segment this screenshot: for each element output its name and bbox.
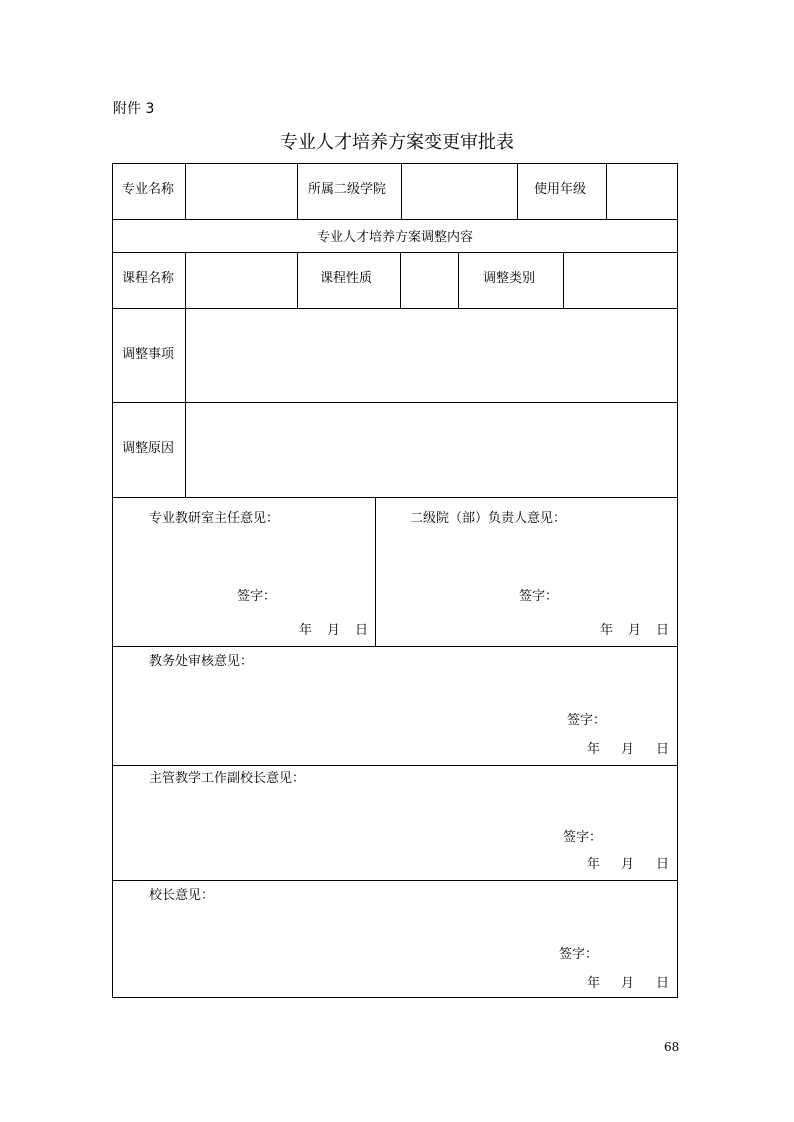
vice-principal-date-month: 月 [621,857,635,872]
course-nature-label: 课程性质 [320,270,373,286]
principal-date-year: 年 [587,976,601,991]
grade-label: 使用年级 [534,181,587,197]
row-divider [113,646,677,647]
director-signature-label: 签字： [237,589,277,604]
row-divider [113,765,677,766]
college-head-date-month: 月 [628,623,642,638]
approval-form [112,163,678,998]
adjust-type-field[interactable] [564,253,677,308]
vice-principal-date-year: 年 [587,857,601,872]
principal-signature-label: 签字： [559,947,599,962]
academic-affairs-signature-label: 签字： [567,713,607,728]
vice-principal-signature-label: 签字： [563,830,603,845]
director-date-month: 月 [327,623,341,638]
college-head-date-day: 日 [656,623,670,638]
page-number: 68 [664,1040,680,1054]
col-divider [297,252,298,308]
college-head-opinion-label: 二级院（部）负责人意见： [410,511,567,526]
principal-opinion-label: 校长意见： [149,888,215,903]
col-divider [517,164,518,219]
director-opinion-label: 专业教研室主任意见： [149,511,280,526]
col-divider [375,497,376,646]
academic-affairs-date-month: 月 [621,742,635,757]
college-label: 所属二级学院 [308,181,387,197]
principal-date-month: 月 [621,976,635,991]
grade-field[interactable] [607,164,677,219]
row-divider [113,880,677,881]
college-field[interactable] [402,164,516,219]
academic-affairs-opinion-label: 教务处审核意见： [149,654,254,669]
col-divider [297,164,298,219]
section-header: 专业人才培养方案调整内容 [316,229,473,245]
adjust-items-field[interactable] [186,309,677,402]
adjust-items-label: 调整事项 [122,346,175,362]
col-divider [458,252,459,308]
course-name-field[interactable] [186,253,296,308]
course-nature-field[interactable] [401,253,457,308]
vice-principal-date-day: 日 [656,857,670,872]
major-name-field[interactable] [186,164,296,219]
academic-affairs-date-year: 年 [587,742,601,757]
course-name-label: 课程名称 [122,270,175,286]
academic-affairs-date-day: 日 [656,742,670,757]
adjust-reason-label: 调整原因 [122,440,175,456]
director-date-year: 年 [299,623,313,638]
form-title: 专业人才培养方案变更审批表 [280,132,514,153]
adjust-type-label: 调整类别 [483,270,536,286]
college-head-date-year: 年 [600,623,614,638]
major-name-label: 专业名称 [122,181,175,197]
principal-date-day: 日 [656,976,670,991]
row-divider [113,497,677,498]
college-head-signature-label: 签字： [519,589,559,604]
vice-principal-opinion-label: 主管教学工作副校长意见： [149,771,306,786]
director-date-day: 日 [355,623,369,638]
attachment-label: 附件 3 [113,101,155,117]
adjust-reason-field[interactable] [186,403,677,497]
